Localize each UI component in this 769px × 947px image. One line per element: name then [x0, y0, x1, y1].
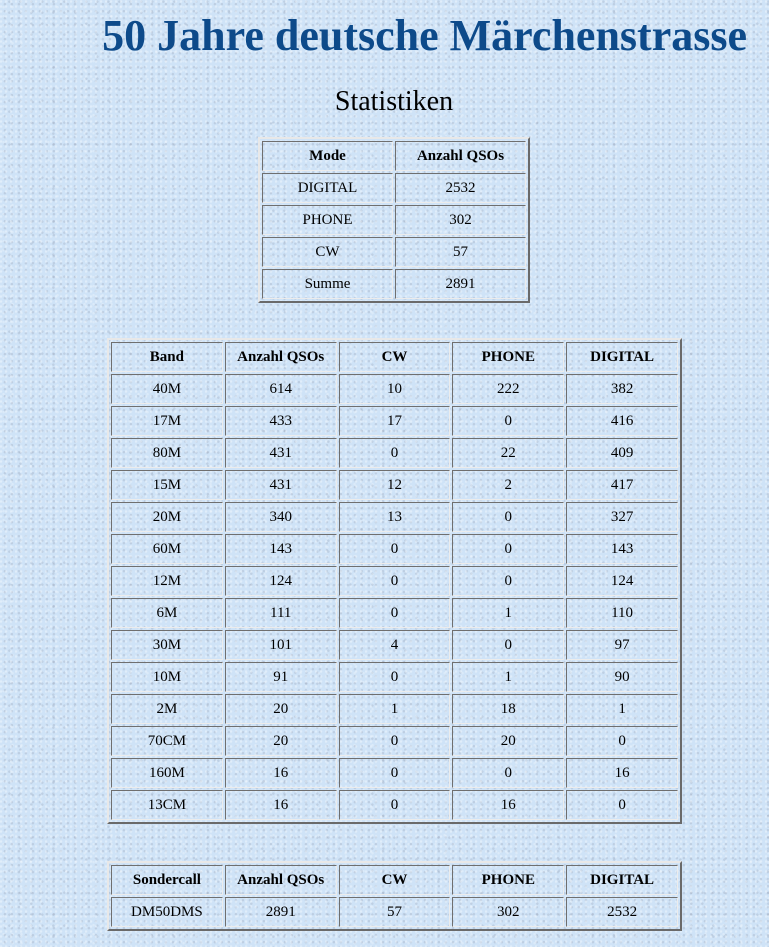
digital-cell: 90 — [566, 662, 678, 692]
band-cell: 70CM — [111, 726, 223, 756]
table-row — [111, 566, 678, 596]
phone-cell: 20 — [452, 726, 564, 756]
phone-cell: 1 — [452, 598, 564, 628]
cw-cell: 57 — [339, 897, 451, 927]
table-row — [111, 598, 678, 628]
phone-cell: 2 — [452, 470, 564, 500]
table-row — [111, 726, 678, 756]
mode-table — [258, 137, 530, 303]
digital-cell: 409 — [566, 438, 678, 468]
cw-cell: 0 — [339, 566, 451, 596]
phone-cell: 1 — [452, 662, 564, 692]
phone-cell: 18 — [452, 694, 564, 724]
qso-count-cell: 302 — [395, 205, 526, 235]
band-cell: 13CM — [111, 790, 223, 820]
table-row — [111, 630, 678, 660]
digital-cell: 416 — [566, 406, 678, 436]
cw-cell: 0 — [339, 726, 451, 756]
digital-cell: 382 — [566, 374, 678, 404]
digital-cell: 124 — [566, 566, 678, 596]
digital-cell: 0 — [566, 726, 678, 756]
column-header-band: Band — [111, 342, 223, 372]
column-header-digital: DIGITAL — [566, 342, 678, 372]
column-header-qso-count: Anzahl QSOs — [225, 865, 337, 895]
qso-count-cell: 16 — [225, 758, 337, 788]
cw-cell: 10 — [339, 374, 451, 404]
qso-count-cell: 20 — [225, 726, 337, 756]
band-cell: 160M — [111, 758, 223, 788]
qso-count-cell: 340 — [225, 502, 337, 532]
band-cell: 12M — [111, 566, 223, 596]
cw-cell: 12 — [339, 470, 451, 500]
phone-cell: 0 — [452, 758, 564, 788]
mode-cell: PHONE — [262, 205, 393, 235]
cw-cell: 13 — [339, 502, 451, 532]
cw-cell: 0 — [339, 438, 451, 468]
cw-cell: 0 — [339, 790, 451, 820]
phone-cell: 0 — [452, 502, 564, 532]
phone-cell: 16 — [452, 790, 564, 820]
qso-count-cell: 124 — [225, 566, 337, 596]
qso-count-cell: 2891 — [395, 269, 526, 299]
band-cell: 20M — [111, 502, 223, 532]
phone-cell: 0 — [452, 566, 564, 596]
cw-cell: 0 — [339, 598, 451, 628]
table-row — [111, 534, 678, 564]
digital-cell: 1 — [566, 694, 678, 724]
phone-cell: 0 — [452, 406, 564, 436]
column-header-phone: PHONE — [452, 865, 564, 895]
digital-cell: 16 — [566, 758, 678, 788]
digital-cell: 327 — [566, 502, 678, 532]
table-row — [111, 694, 678, 724]
table-row — [262, 205, 526, 235]
cw-cell: 0 — [339, 662, 451, 692]
sondercall-cell: DM50DMS — [111, 897, 223, 927]
digital-cell: 110 — [566, 598, 678, 628]
qso-count-cell: 57 — [395, 237, 526, 267]
band-cell: 80M — [111, 438, 223, 468]
phone-cell: 0 — [452, 534, 564, 564]
digital-cell: 2532 — [566, 897, 678, 927]
qso-count-cell: 431 — [225, 470, 337, 500]
phone-cell: 0 — [452, 630, 564, 660]
qso-count-cell: 111 — [225, 598, 337, 628]
band-cell: 60M — [111, 534, 223, 564]
column-header-qso-count: Anzahl QSOs — [225, 342, 337, 372]
table-row — [111, 897, 678, 927]
table-row — [111, 502, 678, 532]
mode-cell: Summe — [262, 269, 393, 299]
band-cell: 15M — [111, 470, 223, 500]
column-header-cw: CW — [339, 865, 451, 895]
band-cell: 2M — [111, 694, 223, 724]
column-header-mode: Mode — [262, 141, 393, 171]
qso-count-cell: 614 — [225, 374, 337, 404]
table-row — [111, 374, 678, 404]
band-cell: 17M — [111, 406, 223, 436]
column-header-digital: DIGITAL — [566, 865, 678, 895]
qso-count-cell: 2532 — [395, 173, 526, 203]
column-header-sondercall: Sondercall — [111, 865, 223, 895]
qso-count-cell: 101 — [225, 630, 337, 660]
table-row — [111, 438, 678, 468]
band-cell: 6M — [111, 598, 223, 628]
section-title: Statistiken — [334, 86, 454, 117]
table-header-row — [262, 141, 526, 171]
table-row — [262, 269, 526, 299]
qso-count-cell: 143 — [225, 534, 337, 564]
band-cell: 40M — [111, 374, 223, 404]
mode-cell: CW — [262, 237, 393, 267]
qso-count-cell: 433 — [225, 406, 337, 436]
column-header-cw: CW — [339, 342, 451, 372]
phone-cell: 302 — [452, 897, 564, 927]
table-row — [111, 758, 678, 788]
cw-cell: 1 — [339, 694, 451, 724]
qso-count-cell: 20 — [225, 694, 337, 724]
qso-count-cell: 91 — [225, 662, 337, 692]
digital-cell: 97 — [566, 630, 678, 660]
table-row — [111, 662, 678, 692]
cw-cell: 0 — [339, 534, 451, 564]
page-title: 50 Jahre deutsche Märchenstrasse — [102, 11, 747, 60]
band-cell: 10M — [111, 662, 223, 692]
table-row — [111, 406, 678, 436]
cw-cell: 0 — [339, 758, 451, 788]
qso-count-cell: 2891 — [225, 897, 337, 927]
cw-cell: 17 — [339, 406, 451, 436]
band-cell: 30M — [111, 630, 223, 660]
table-header-row — [111, 865, 678, 895]
digital-cell: 417 — [566, 470, 678, 500]
column-header-phone: PHONE — [452, 342, 564, 372]
cw-cell: 4 — [339, 630, 451, 660]
table-row — [111, 470, 678, 500]
table-row — [111, 790, 678, 820]
column-header-qso-count: Anzahl QSOs — [395, 141, 526, 171]
phone-cell: 22 — [452, 438, 564, 468]
qso-count-cell: 431 — [225, 438, 337, 468]
digital-cell: 143 — [566, 534, 678, 564]
table-row — [262, 173, 526, 203]
band-table — [107, 338, 682, 824]
mode-cell: DIGITAL — [262, 173, 393, 203]
digital-cell: 0 — [566, 790, 678, 820]
table-header-row — [111, 342, 678, 372]
qso-count-cell: 16 — [225, 790, 337, 820]
phone-cell: 222 — [452, 374, 564, 404]
table-row — [262, 237, 526, 267]
sondercall-table — [107, 861, 682, 931]
